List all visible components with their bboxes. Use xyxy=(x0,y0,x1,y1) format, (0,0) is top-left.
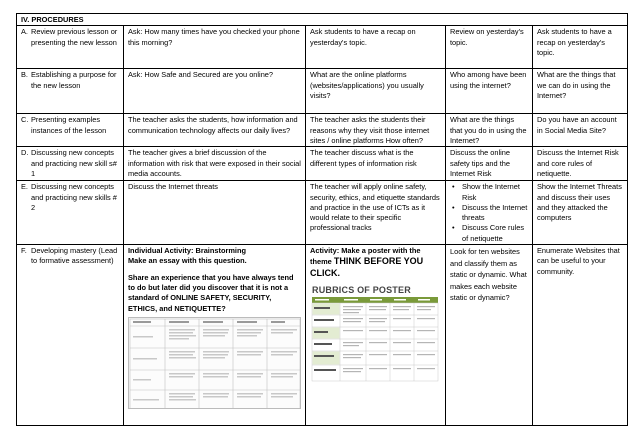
step-letter: F. xyxy=(21,246,27,256)
bullet-list xyxy=(450,182,528,244)
rubric-table-graphic xyxy=(129,318,301,409)
poster-activity-label: Activity: Make a poster with the theme xyxy=(310,246,421,267)
day2-cell: What are the online platforms (websites/applications) you usually visits? xyxy=(306,69,446,114)
poster-activity xyxy=(310,246,441,279)
day3-cell: Who among have been using the internet? xyxy=(446,69,533,114)
rubric-table-image xyxy=(128,317,301,409)
step-label: Discussing new concepts and practicing new skill s# 1 xyxy=(31,148,117,178)
essay-question: Share an experience that you have always tend to do but later did you discover that it is not a standard of ONLINE SAFETY, SECURITY, ETHICS, and NETIQUETTE? xyxy=(128,272,294,313)
list-item-text: Show the Internet Risk xyxy=(462,182,520,202)
day3-cell: Discuss the online safety tips and the Internet Risk xyxy=(446,147,533,181)
procedure-row-b xyxy=(17,69,628,114)
day3-cell xyxy=(446,181,533,245)
step-label: Establishing a purpose for the new lesson xyxy=(31,70,117,90)
step-cell xyxy=(17,69,124,114)
poster-rubric-title: RUBRICS OF POSTER xyxy=(312,284,411,295)
step-letter: C. xyxy=(21,115,29,125)
list-item-text: Discuss Core rules of netiquette xyxy=(462,223,525,243)
day1-cell: The teacher asks the students, how information and communication technology affects our daily lives? xyxy=(124,114,306,147)
step-cell xyxy=(17,245,124,426)
day2-cell: The teacher will apply online safety, security, ethics, and etiquette standards and practice in the use of ICTs as it would relate to their specific professional tracks xyxy=(306,181,446,245)
day1-cell: Discuss the Internet threats xyxy=(124,181,306,245)
step-cell xyxy=(17,114,124,147)
bullet-icon: • xyxy=(452,223,455,233)
day1-cell xyxy=(124,245,306,426)
list-item xyxy=(450,203,528,224)
day4-cell: Discuss the Internet Risk and core rules of netiquette. xyxy=(533,147,628,181)
list-item-text: Discuss the Internet threats xyxy=(462,202,528,223)
day2-cell: Ask students to have a recap on yesterday's topic. xyxy=(306,26,446,69)
day4-cell: Show the Internet Threats and discuss their uses and they attacked the computers xyxy=(533,181,628,245)
poster-theme: THINK BEFORE YOU CLICK. xyxy=(310,256,424,278)
step-letter: E. xyxy=(21,182,28,192)
poster-rubric-image xyxy=(310,283,441,387)
step-cell xyxy=(17,26,124,69)
step-cell xyxy=(17,181,124,245)
day1-cell: The teacher gives a brief discussion of the information with risk that were exposed in their social media accounts. xyxy=(124,147,306,181)
procedures-header-row xyxy=(17,14,628,26)
poster-rubric-graphic xyxy=(310,295,440,383)
list-item xyxy=(450,223,528,244)
day4-cell: Do you have an account in Social Media Site? xyxy=(533,114,628,147)
day3-cell: Look for ten websites and classify them as static or dynamic. What makes each website static or dynamic? xyxy=(446,245,533,426)
day2-cell: The teacher asks the students their reasons why they visit those internet sites / online platforms How often? xyxy=(306,114,446,147)
step-label: Review previous lesson or presenting the new lesson xyxy=(31,27,118,47)
procedure-row-a xyxy=(17,26,628,69)
day1-cell: Ask: How Safe and Secured are you online? xyxy=(124,69,306,114)
day4-cell: Enumerate Websites that can be useful to your community. xyxy=(533,245,628,426)
activity-subtitle: Make an essay with this question. xyxy=(128,256,247,266)
procedures-table xyxy=(16,13,628,426)
procedure-row-d xyxy=(17,147,628,181)
step-letter: D. xyxy=(21,148,29,158)
list-item xyxy=(450,182,528,203)
day3-cell: Review on yesterday's topic. xyxy=(446,26,533,69)
step-label: Presenting examples instances of the lesson xyxy=(31,115,107,135)
step-letter: A. xyxy=(21,27,28,37)
procedure-row-c xyxy=(17,114,628,147)
day2-cell xyxy=(306,245,446,426)
day1-cell: Ask: How many times have you checked your phone this morning? xyxy=(124,26,306,69)
lesson-plan-page xyxy=(16,13,627,417)
procedures-heading: IV. PROCEDURES xyxy=(17,14,628,26)
procedure-row-e xyxy=(17,181,628,245)
step-cell xyxy=(17,147,124,181)
day4-cell: Ask students to have a recap on yesterday's topic. xyxy=(533,26,628,69)
day4-cell: What are the things that we can do in using the Internet? xyxy=(533,69,628,114)
step-label: Developing mastery (Lead to formative assessment) xyxy=(31,246,118,266)
activity-title: Individual Activity: Brainstorming xyxy=(128,246,246,256)
step-label: Discussing new concepts and practicing new skills # 2 xyxy=(31,182,117,212)
day2-cell: The teacher discuss what is the different types of information risk xyxy=(306,147,446,181)
bullet-icon: • xyxy=(452,202,455,212)
step-letter: B. xyxy=(21,70,28,80)
day3-cell: What are the things that you do in using the Internet? xyxy=(446,114,533,147)
procedure-row-f xyxy=(17,245,628,426)
bullet-icon: • xyxy=(452,182,455,192)
